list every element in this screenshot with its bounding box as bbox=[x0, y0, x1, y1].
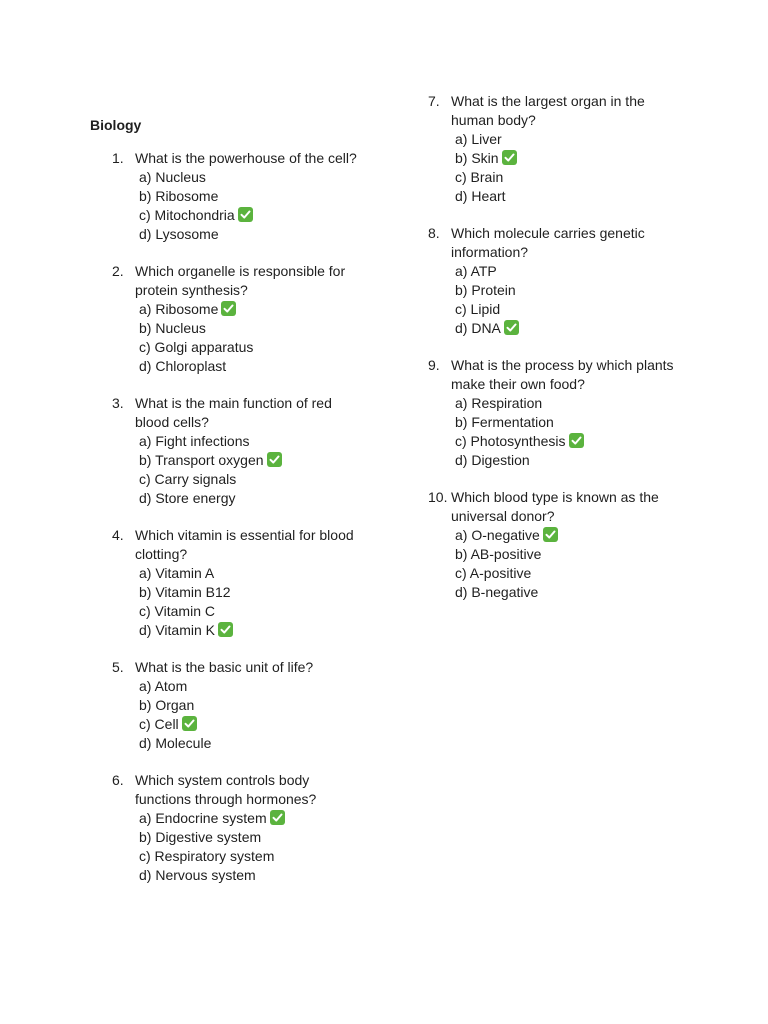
option-label: a) Respiration bbox=[455, 395, 543, 411]
option bbox=[139, 432, 390, 451]
option-label: a) Vitamin A bbox=[139, 565, 215, 581]
question-text: What is the powerhouse of the cell? bbox=[135, 150, 357, 166]
option-correct bbox=[139, 809, 390, 828]
option bbox=[455, 187, 728, 206]
check-mark-icon bbox=[218, 622, 233, 637]
option bbox=[455, 545, 728, 564]
option bbox=[455, 130, 728, 149]
check-mark-icon bbox=[182, 716, 197, 731]
option-label: d) DNA bbox=[455, 320, 501, 336]
question-text: Which molecule carries genetic information? bbox=[451, 225, 645, 260]
option bbox=[455, 300, 728, 319]
option-correct bbox=[455, 319, 728, 338]
option bbox=[455, 451, 728, 470]
option-list bbox=[135, 564, 390, 640]
option-list bbox=[135, 432, 390, 508]
option bbox=[139, 168, 390, 187]
option bbox=[455, 168, 728, 187]
option-label: c) Golgi apparatus bbox=[139, 339, 254, 355]
option-label: c) Photosynthesis bbox=[455, 433, 566, 449]
option-label: a) Ribosome bbox=[139, 301, 219, 317]
option-list bbox=[135, 809, 390, 885]
option-label: d) Chloroplast bbox=[139, 358, 227, 374]
option-list bbox=[451, 130, 728, 206]
option bbox=[139, 357, 390, 376]
question-number: 5. bbox=[112, 659, 124, 675]
option-label: a) Atom bbox=[139, 678, 188, 694]
option-label: d) Vitamin K bbox=[139, 622, 215, 638]
option-label: b) Digestive system bbox=[139, 829, 262, 845]
option bbox=[139, 677, 390, 696]
question-text: What is the process by which plants make their own food? bbox=[451, 357, 674, 392]
section-title: Biology bbox=[90, 117, 142, 133]
option-label: a) ATP bbox=[455, 263, 497, 279]
option-label: c) A-positive bbox=[455, 565, 532, 581]
check-mark-icon bbox=[502, 150, 517, 165]
option bbox=[455, 583, 728, 602]
question-item bbox=[112, 394, 390, 508]
option-label: b) Vitamin B12 bbox=[139, 584, 231, 600]
option-label: b) Nucleus bbox=[139, 320, 206, 336]
option-label: c) Respiratory system bbox=[139, 848, 275, 864]
option-label: b) Ribosome bbox=[139, 188, 219, 204]
question-item bbox=[428, 224, 728, 338]
option bbox=[455, 262, 728, 281]
question-text: What is the largest organ in the human body? bbox=[451, 93, 645, 128]
option-label: b) Skin bbox=[455, 150, 499, 166]
option-correct bbox=[139, 206, 390, 225]
option-label: c) Lipid bbox=[455, 301, 501, 317]
option-label: c) Mitochondria bbox=[139, 207, 235, 223]
question-text: What is the main function of red blood cells? bbox=[135, 395, 332, 430]
option-label: d) Molecule bbox=[139, 735, 212, 751]
option bbox=[139, 319, 390, 338]
option bbox=[139, 602, 390, 621]
option bbox=[455, 413, 728, 432]
question-text: Which organelle is responsible for protein synthesis? bbox=[135, 263, 346, 298]
option-list bbox=[451, 394, 728, 470]
option bbox=[455, 564, 728, 583]
option bbox=[139, 847, 390, 866]
option-correct bbox=[139, 300, 390, 319]
question-number: 4. bbox=[112, 527, 124, 543]
option-label: c) Carry signals bbox=[139, 471, 237, 487]
option-label: d) Digestion bbox=[455, 452, 530, 468]
option-label: d) Nervous system bbox=[139, 867, 256, 883]
option-label: a) Nucleus bbox=[139, 169, 206, 185]
option-label: a) Fight infections bbox=[139, 433, 250, 449]
option-label: a) Liver bbox=[455, 131, 502, 147]
option-label: c) Brain bbox=[455, 169, 504, 185]
question-text: What is the basic unit of life? bbox=[135, 659, 314, 675]
option-correct bbox=[455, 432, 728, 451]
question-item bbox=[112, 658, 390, 753]
option bbox=[139, 489, 390, 508]
question-item bbox=[112, 526, 390, 640]
left-column bbox=[90, 116, 390, 903]
option bbox=[139, 734, 390, 753]
check-mark-icon bbox=[238, 207, 253, 222]
check-mark-icon bbox=[543, 527, 558, 542]
option-label: b) Transport oxygen bbox=[139, 452, 264, 468]
option-label: d) Store energy bbox=[139, 490, 236, 506]
question-number: 10. bbox=[428, 489, 448, 505]
option-correct bbox=[455, 149, 728, 168]
question-item bbox=[428, 92, 728, 206]
question-number: 3. bbox=[112, 395, 124, 411]
option-list bbox=[135, 168, 390, 244]
option-label: a) O-negative bbox=[455, 527, 540, 543]
option-list bbox=[135, 677, 390, 753]
option bbox=[139, 564, 390, 583]
question-text: Which system controls body functions through hormones? bbox=[135, 772, 317, 807]
check-mark-icon bbox=[504, 320, 519, 335]
question-item bbox=[428, 488, 728, 602]
question-number: 8. bbox=[428, 225, 440, 241]
option bbox=[139, 583, 390, 602]
option-label: d) Heart bbox=[455, 188, 506, 204]
question-number: 9. bbox=[428, 357, 440, 373]
option bbox=[139, 225, 390, 244]
option bbox=[139, 866, 390, 885]
option-label: b) Organ bbox=[139, 697, 195, 713]
option bbox=[139, 696, 390, 715]
option-list bbox=[135, 300, 390, 376]
question-text: Which blood type is known as the universal donor? bbox=[451, 489, 659, 524]
option-correct bbox=[139, 621, 390, 640]
option bbox=[455, 394, 728, 413]
option-list bbox=[451, 262, 728, 338]
question-text: Which vitamin is essential for blood clotting? bbox=[135, 527, 354, 562]
option-label: b) Fermentation bbox=[455, 414, 554, 430]
question-item bbox=[112, 149, 390, 244]
question-item bbox=[428, 356, 728, 470]
right-column bbox=[428, 92, 728, 620]
option-label: a) Endocrine system bbox=[139, 810, 267, 826]
option bbox=[139, 828, 390, 847]
question-item bbox=[112, 262, 390, 376]
option-label: d) B-negative bbox=[455, 584, 539, 600]
option bbox=[455, 281, 728, 300]
option-label: b) Protein bbox=[455, 282, 516, 298]
check-mark-icon bbox=[270, 810, 285, 825]
option-correct bbox=[139, 451, 390, 470]
option bbox=[139, 338, 390, 357]
question-list-left bbox=[112, 149, 390, 885]
check-mark-icon bbox=[221, 301, 236, 316]
option-label: c) Cell bbox=[139, 716, 179, 732]
option-correct bbox=[455, 526, 728, 545]
option-label: c) Vitamin C bbox=[139, 603, 215, 619]
option-label: b) AB-positive bbox=[455, 546, 542, 562]
question-number: 1. bbox=[112, 150, 124, 166]
option-correct bbox=[139, 715, 390, 734]
option-list bbox=[451, 526, 728, 602]
question-number: 2. bbox=[112, 263, 124, 279]
option-label: d) Lysosome bbox=[139, 226, 219, 242]
option bbox=[139, 470, 390, 489]
question-number: 6. bbox=[112, 772, 124, 788]
option bbox=[139, 187, 390, 206]
question-item bbox=[112, 771, 390, 885]
check-mark-icon bbox=[569, 433, 584, 448]
question-list-right bbox=[428, 92, 728, 602]
check-mark-icon bbox=[267, 452, 282, 467]
question-number: 7. bbox=[428, 93, 440, 109]
